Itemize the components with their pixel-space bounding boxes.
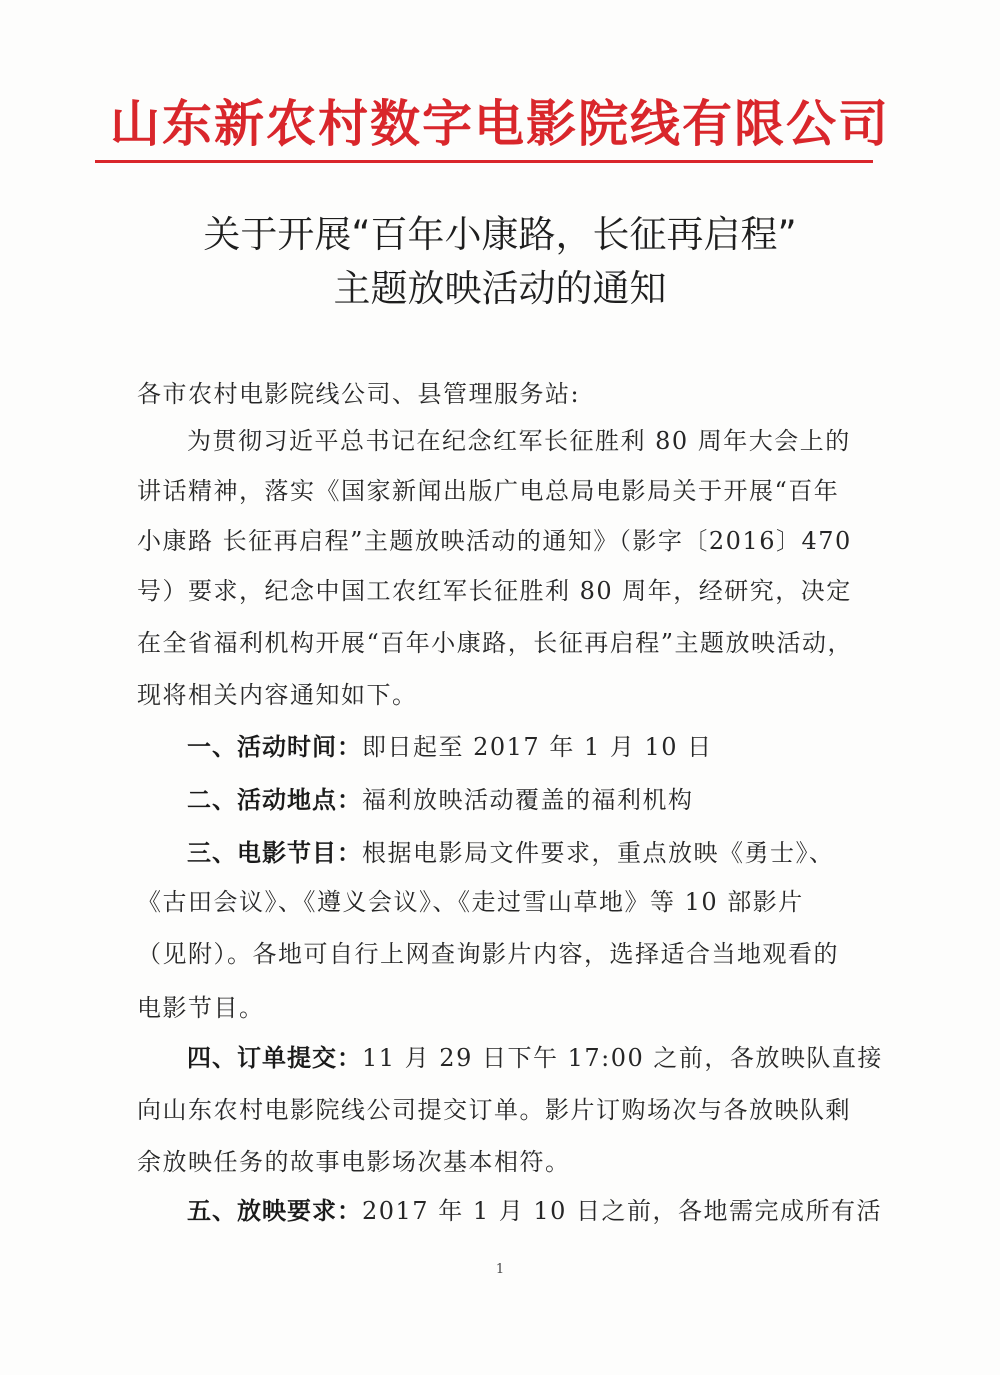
letterhead-company-name: 山东新农村数字电影院线有限公司 <box>110 94 890 153</box>
section-text: 向山东农村电影院线公司提交订单。影片订购场次与各放映队剩 <box>137 1096 851 1124</box>
notice-title-line-1: 关于开展“百年小康路，长征再启程” <box>203 213 797 256</box>
intro-line: 号）要求，纪念中国工农红军长征胜利 80 周年，经研究，决定 <box>137 577 852 605</box>
section-activity-location <box>187 783 867 817</box>
section-label: 二、活动地点： <box>187 786 362 814</box>
section-text: 福利放映活动覆盖的福利机构 <box>362 786 694 814</box>
section-text: 即日起至 2017 年 1 月 10 日 <box>362 733 713 761</box>
section-text: 电影节目。 <box>137 994 265 1022</box>
section-screening-requirements <box>187 1194 883 1228</box>
section-text: 2017 年 1 月 10 日之前，各地需完成所有活 <box>362 1197 883 1225</box>
section-order-submission <box>187 1041 883 1075</box>
page-number: 1 <box>495 1262 505 1277</box>
intro-line: 讲话精神，落实《国家新闻出版广电总局电影局关于开展“百年 <box>137 477 840 505</box>
section-label: 三、电影节目： <box>187 839 362 867</box>
section-text: 11 月 29 日下午 17:00 之前，各放映队直接 <box>362 1044 883 1072</box>
section-label: 五、放映要求： <box>187 1197 362 1225</box>
section-text: 余放映任务的故事电影场次基本相符。 <box>137 1148 571 1176</box>
notice-title-line-2: 主题放映活动的通知 <box>333 267 667 310</box>
section-activity-time <box>187 730 867 764</box>
section-text: 《古田会议》、《遵义会议》、《走过雪山草地》等 10 部影片 <box>137 888 804 916</box>
section-text: 根据电影局文件要求，重点放映《勇士》、 <box>362 839 835 867</box>
intro-line: 小康路 长征再启程”主题放映活动的通知》（影字〔2016〕470 <box>137 527 852 555</box>
intro-line: 为贯彻习近平总书记在纪念红军长征胜利 80 周年大会上的 <box>187 427 851 455</box>
section-film-program <box>187 836 867 870</box>
letterhead-red-rule <box>95 160 873 163</box>
section-label: 一、活动时间： <box>187 733 362 761</box>
section-label: 四、订单提交： <box>187 1044 362 1072</box>
salutation: 各市农村电影院线公司、县管理服务站: <box>137 380 581 408</box>
intro-line: 在全省福利机构开展“百年小康路，长征再启程”主题放映活动， <box>137 629 854 657</box>
intro-line: 现将相关内容通知如下。 <box>137 681 418 709</box>
section-text: （见附）。各地可自行上网查询影片内容，选择适合当地观看的 <box>137 940 839 968</box>
